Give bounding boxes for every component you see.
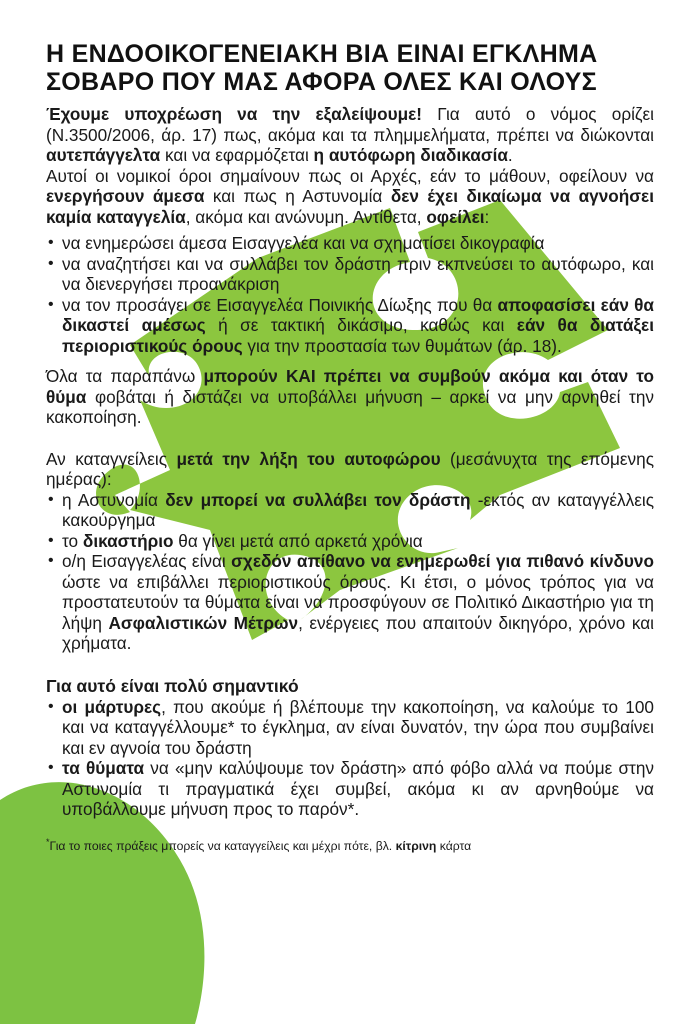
item-bold: Ασφαλιστικών Μέτρων: [108, 612, 299, 633]
para3-text-2: φοβάται ή διστάζει να υποβάλλει μήνυση – αρκεί να μην αρνηθεί την κακοποίηση.: [46, 386, 654, 427]
terms-text-3: , ακόμα και ανώνυμη. Αντίθετα,: [185, 206, 427, 227]
para3-text-1: Όλα τα παραπάνω: [46, 366, 204, 386]
item-text: , ενέργειες που απαιτούν δικηγόρο, χρόνο και χρήματα.: [62, 612, 655, 653]
item-text: θα γίνει μετά από αρκετά χρόνια: [173, 530, 423, 551]
footnote-bold: κίτρινη: [395, 838, 437, 853]
item-bold: αποφασίσει εάν θα δικαστεί αμέσως: [62, 294, 654, 335]
list-item: • να ενημερώσει άμεσα Εισαγγελέα και να σχηματίσει δικογραφία: [46, 233, 654, 254]
all-above-paragraph: [46, 366, 654, 428]
para3-bold-1: μπορούν ΚΑΙ πρέπει να συμβούν ακόμα και όταν το θύμα: [46, 366, 655, 407]
item-bold: δεν μπορεί να συλλάβει τον δράστη: [165, 489, 471, 510]
list-item: • να αναζητήσει και να συλλάβει τον δράστη πριν εκπνεύσει το αυτόφωρο, και να διενεργήσει προανάκριση: [46, 254, 654, 295]
para4-bold-1: μετά την λήξη του αυτοφώρου: [176, 448, 441, 469]
police-duties-list: [46, 233, 654, 356]
intro-bold-2: αυτεπάγγελτα: [46, 145, 161, 165]
terms-bold-1: ενεργήσουν άμεσα: [46, 186, 205, 206]
title-line-2: ΣΟΒΑΡΟ ΠΟΥ ΜΑΣ ΑΦΟΡΑ ΟΛΕΣ ΚΑΙ ΟΛΟΥΣ: [46, 68, 597, 96]
section-heading: Για αυτό είναι πολύ σημαντικό: [46, 675, 299, 696]
terms-bold-2: δεν έχει δικαίωμα να αγνοήσει καμία καταγγελία: [46, 186, 654, 227]
item-text: να «μην καλύψουμε τον δράστη» από φόβο αλλά να πούμε στην Αστυνομία τι πραγματικά έχει συμβεί, ακόμα κι αν αρνηθούμε να υποβάλλουμε μήνυση προς το παρόν*.: [62, 758, 655, 819]
item-text: ώστε να επιβάλλει περιοριστικούς όρους. Κι έτσι, ο μόνος τρόπος για να προστατευτούν τα θύματα είναι να προσφύγουν σε Πολιτικό Δικαστήριο για τη λήψη: [62, 571, 654, 633]
list-item: [46, 295, 654, 357]
intro-text-2: και να εφαρμόζεται: [160, 145, 314, 165]
item-text: , που ακούμε ή βλέπουμε την κακοποίηση, να καλούμε το 100 και να καταγγέλλουμε* το έγκλημα, αν είναι δυνατόν, την ώρα που συμβαίνει και εν αγνοία του δράστη: [62, 696, 654, 758]
item-text: το: [62, 530, 83, 551]
important-actions-list: [46, 697, 654, 820]
leaflet-content: [46, 40, 654, 854]
list-item: [46, 758, 654, 820]
terms-text-2: και πως η Αστυνομία: [204, 186, 391, 206]
intro-bold-1: Έχουμε υποχρέωση να την εξαλείψουμε!: [46, 104, 423, 124]
item-text: η Αστυνομία: [62, 489, 166, 510]
footnote-text-2: κάρτα: [436, 838, 472, 853]
list-item: [46, 697, 654, 759]
terms-text-1: Αυτοί οι νομικοί όροι σημαίνουν πως οι Αρχές, εάν το μάθουν, οφείλουν να: [46, 165, 654, 186]
item-bold: τα θύματα: [62, 758, 145, 778]
late-report-paragraph: [46, 449, 654, 490]
intro-paragraph: [46, 104, 654, 166]
terms-text-4: :: [484, 206, 490, 227]
legal-terms-paragraph: [46, 166, 654, 228]
item-text: ο/η Εισαγγελέας είναι: [62, 551, 232, 571]
item-bold: οι μάρτυρες: [62, 696, 162, 717]
footnote: [46, 834, 654, 854]
list-item: [46, 551, 654, 654]
item-bold: εάν θα διατάξει περιοριστικούς όρους: [62, 315, 654, 356]
title-line-1: Η ΕΝΔΟΟΙΚΟΓΕΝΕΙΑΚΗ ΒΙΑ ΕΙΝΑΙ ΕΓΚΛΗΜΑ: [46, 40, 598, 68]
footnote-text-1: Για το ποιες πράξεις μπορείς να καταγγείλεις και μέχρι πότε, βλ.: [49, 838, 396, 853]
item-bold: δικαστήριο: [82, 530, 174, 551]
para4-text-1: Αν καταγγείλεις: [46, 448, 177, 469]
item-text: ή σε τακτική δικάσιμο, καθώς και: [205, 315, 517, 335]
late-report-consequences-list: [46, 490, 654, 654]
intro-text-1: Για αυτό ο νόμος ορίζει (Ν.3500/2006, άρ. 17) πως, ακόμα και τα πλημμελήματα, πρέπει να διώκονται: [46, 104, 654, 145]
footnote-mark: *: [46, 836, 50, 847]
para4-text-2: (μεσάνυχτα της επόμενης ημέρας):: [46, 448, 654, 489]
terms-bold-3: οφείλει: [426, 206, 485, 227]
item-bold: σχεδόν απίθανο να ενημερωθεί για πιθανό κίνδυνο: [231, 551, 654, 571]
item-text: να τον προσάγει σε Εισαγγελέα Ποινικής Δίωξης που θα: [62, 294, 498, 315]
page-title: [46, 40, 654, 96]
list-item: [46, 490, 654, 531]
intro-text-3: .: [507, 145, 513, 165]
item-text: για την προστασία των θυμάτων (άρ. 18).: [242, 335, 562, 356]
item-text: -εκτός αν καταγγέλλεις κακούργημα: [62, 489, 655, 530]
list-item: [46, 531, 654, 552]
intro-bold-3: η αυτόφωρη διαδικασία: [313, 145, 508, 165]
